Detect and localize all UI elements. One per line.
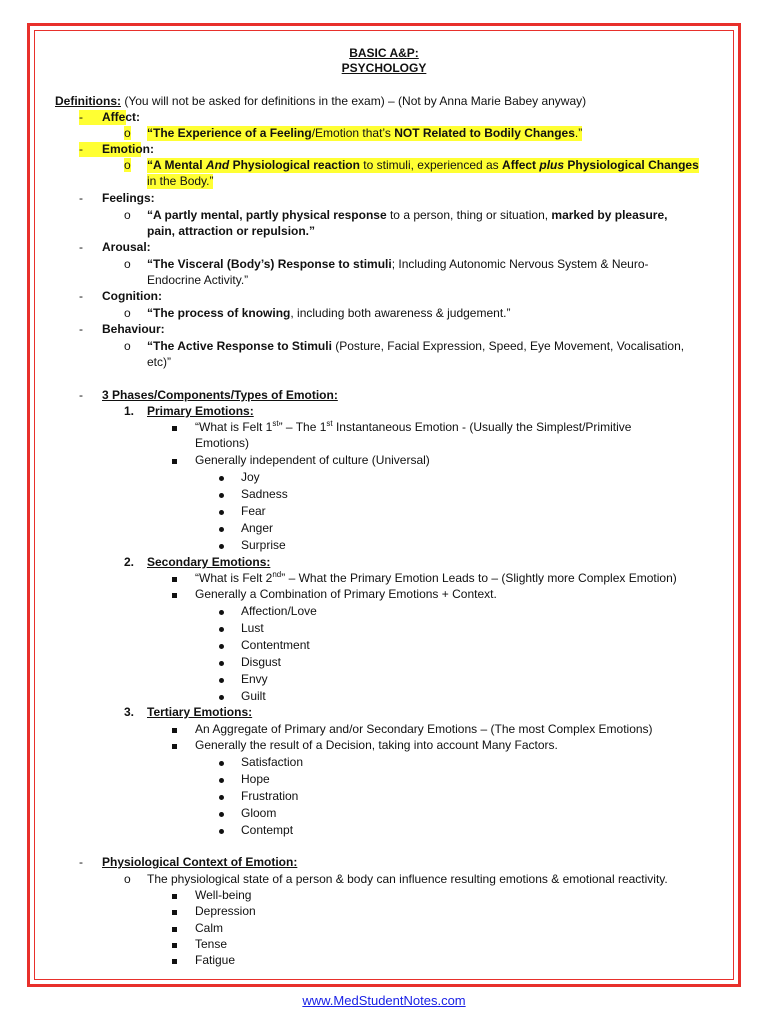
list-item: Contentment bbox=[241, 638, 310, 652]
secondary-point-1 bbox=[195, 571, 677, 586]
cognition-def-b: , including both awareness & judgement.” bbox=[290, 306, 511, 320]
dot-bullet bbox=[219, 621, 224, 636]
primary-p1a: “What is Felt 1 bbox=[195, 420, 273, 434]
dash-bullet: - bbox=[79, 322, 83, 336]
list-item: Sadness bbox=[241, 487, 288, 501]
circle-bullet: o bbox=[124, 158, 131, 172]
arousal-def-cont: Endocrine Activity.” bbox=[147, 273, 249, 287]
affect-def-c: NOT Related to Bodily Changes bbox=[394, 126, 575, 140]
primary-point-2: Generally independent of culture (Universal) bbox=[195, 453, 430, 467]
list-item: Frustration bbox=[241, 789, 299, 803]
dot-bullet bbox=[219, 689, 224, 704]
dot-bullet bbox=[219, 470, 224, 485]
emotion-def-g: Physiological Changes bbox=[564, 158, 699, 172]
dash-bullet: - bbox=[79, 289, 83, 303]
circle-bullet: o bbox=[124, 126, 131, 140]
physio-heading-line bbox=[79, 855, 298, 870]
emotion-def-cont: in the Body.” bbox=[147, 174, 214, 188]
behaviour-term: Behaviour: bbox=[102, 322, 165, 336]
dot-bullet bbox=[219, 604, 224, 619]
behaviour-def-cont: etc)” bbox=[147, 355, 171, 369]
list-item: Gloom bbox=[241, 806, 277, 820]
primary-num: 1. bbox=[124, 404, 135, 418]
cognition-term-line bbox=[79, 289, 162, 304]
emotion-def-b: And bbox=[205, 158, 230, 172]
arousal-def bbox=[147, 257, 649, 272]
affect-def-line bbox=[124, 126, 131, 141]
list-item: Envy bbox=[241, 672, 268, 686]
dot-bullet bbox=[219, 504, 224, 519]
dot-bullet bbox=[219, 806, 224, 821]
tertiary-point-2: Generally the result of a Decision, taking into account Many Factors. bbox=[195, 738, 558, 752]
list-item: Well-being bbox=[195, 888, 252, 902]
list-item: Affection/Love bbox=[241, 604, 317, 618]
feelings-def-c: marked by pleasure, bbox=[551, 208, 668, 222]
list-item: Hope bbox=[241, 772, 270, 786]
square-bullet bbox=[172, 722, 177, 737]
primary-p1c: Instantaneous Emotion - (Usually the Simplest/Primitive bbox=[332, 420, 632, 434]
secondary-num: 2. bbox=[124, 555, 135, 569]
secondary-title: Secondary Emotions: bbox=[147, 555, 271, 569]
square-bullet bbox=[172, 937, 177, 952]
primary-p1b: ” – The 1 bbox=[278, 420, 327, 434]
feelings-term: Feelings: bbox=[102, 191, 155, 205]
dot-bullet bbox=[219, 487, 224, 502]
dot-bullet bbox=[219, 789, 224, 804]
circle-bullet: o bbox=[124, 872, 131, 886]
list-item: Fear bbox=[241, 504, 266, 518]
secondary-point-2: Generally a Combination of Primary Emotions + Context. bbox=[195, 587, 497, 601]
dot-bullet bbox=[219, 521, 224, 536]
primary-p1sup2: st bbox=[326, 419, 333, 428]
dot-bullet bbox=[219, 823, 224, 838]
definitions-heading-line bbox=[55, 94, 586, 109]
list-item: Fatigue bbox=[195, 953, 236, 968]
square-bullet bbox=[172, 904, 177, 919]
list-item: Tense bbox=[195, 936, 228, 951]
list-item: Calm bbox=[195, 920, 224, 935]
behaviour-def-b: (Posture, Facial Expression, Speed, Eye Movement, Vocalisation, bbox=[331, 339, 685, 353]
square-bullet bbox=[172, 888, 177, 903]
emotion-def bbox=[147, 158, 699, 173]
square-bullet bbox=[172, 571, 177, 586]
dot-bullet bbox=[219, 772, 224, 787]
square-bullet bbox=[172, 921, 177, 936]
list-item: Guilt bbox=[241, 689, 266, 703]
tertiary-num: 3. bbox=[124, 705, 135, 719]
square-bullet bbox=[172, 420, 177, 435]
primary-point-1 bbox=[195, 420, 631, 435]
affect-term: Affect: bbox=[102, 110, 140, 124]
cognition-term: Cognition: bbox=[102, 289, 162, 303]
emotion-def-d: to stimuli, experienced as bbox=[359, 158, 503, 172]
primary-point-1-cont: Emotions) bbox=[195, 436, 250, 450]
dot-bullet bbox=[219, 638, 224, 653]
circle-bullet: o bbox=[124, 257, 131, 271]
circle-bullet: o bbox=[124, 306, 131, 320]
emotion-def-c: Physiological reaction bbox=[229, 158, 360, 172]
arousal-def-b: ; Including Autonomic Nervous System & Neuro- bbox=[391, 257, 649, 271]
affect-term-line bbox=[79, 110, 140, 125]
dot-bullet bbox=[219, 672, 224, 687]
footer-link[interactable]: www.MedStudentNotes.com bbox=[302, 993, 466, 1008]
secondary-p1b: ” – What the Primary Emotion Leads to – (Slightly more Complex Emotion) bbox=[281, 571, 677, 585]
feelings-def-a: “A partly mental, partly physical response bbox=[147, 208, 387, 222]
dash-bullet: - bbox=[79, 855, 83, 869]
doc-title-line2: PSYCHOLOGY bbox=[341, 61, 427, 75]
list-item: Satisfaction bbox=[241, 755, 304, 769]
feelings-def-b: to a person, thing or situation, bbox=[386, 208, 552, 222]
affect-def-b: /Emotion that’s bbox=[311, 126, 395, 140]
arousal-term: Arousal: bbox=[102, 240, 151, 254]
dash-bullet: - bbox=[79, 388, 83, 402]
feelings-def bbox=[147, 208, 667, 223]
circle-bullet: o bbox=[124, 339, 131, 353]
square-bullet bbox=[172, 953, 177, 968]
affect-def-a: “The Experience of a Feeling bbox=[147, 126, 312, 140]
dot-bullet bbox=[219, 655, 224, 670]
emotion-term: Emotion: bbox=[102, 142, 154, 156]
tertiary-title: Tertiary Emotions: bbox=[147, 705, 253, 719]
emotion-def-a: “A Mental bbox=[147, 158, 206, 172]
physio-desc: The physiological state of a person & body can influence resulting emotions & emotional reactivity. bbox=[147, 872, 668, 886]
phases-heading-line bbox=[79, 388, 338, 403]
emotion-def-f: plus bbox=[539, 158, 565, 172]
affect-def-d: .” bbox=[574, 126, 583, 140]
definitions-heading: Definitions: bbox=[55, 94, 121, 108]
dash-bullet: - bbox=[79, 142, 83, 156]
cognition-def bbox=[147, 306, 511, 321]
feelings-def-cont: pain, attraction or repulsion.” bbox=[147, 224, 316, 238]
affect-def bbox=[147, 126, 582, 141]
phases-heading: 3 Phases/Components/Types of Emotion: bbox=[102, 388, 338, 402]
feelings-term-line bbox=[79, 191, 155, 206]
list-item: Lust bbox=[241, 621, 264, 635]
dot-bullet bbox=[219, 538, 224, 553]
tertiary-point-1: An Aggregate of Primary and/or Secondary Emotions – (The most Complex Emotions) bbox=[195, 722, 653, 736]
physio-heading: Physiological Context of Emotion: bbox=[102, 855, 298, 869]
list-item: Joy bbox=[241, 470, 260, 484]
dash-bullet: - bbox=[79, 110, 83, 124]
secondary-p1sup: nd bbox=[272, 570, 282, 579]
behaviour-def bbox=[147, 339, 684, 354]
square-bullet bbox=[172, 587, 177, 602]
primary-title: Primary Emotions: bbox=[147, 404, 254, 418]
behaviour-def-a: “The Active Response to Stimuli bbox=[147, 339, 332, 353]
behaviour-term-line bbox=[79, 322, 165, 337]
list-item: Anger bbox=[241, 521, 274, 535]
square-bullet bbox=[172, 738, 177, 753]
emotion-term-line bbox=[79, 142, 154, 157]
arousal-def-a: “The Visceral (Body’s) Response to stimuli bbox=[147, 257, 392, 271]
secondary-p1a: “What is Felt 2 bbox=[195, 571, 273, 585]
emotion-def-e: Affect bbox=[502, 158, 540, 172]
square-bullet bbox=[172, 453, 177, 468]
definitions-note: (You will not be asked for definitions in the exam) – (Not by Anna Marie Babey anyway) bbox=[121, 94, 587, 108]
dash-bullet: - bbox=[79, 240, 83, 254]
list-item: Surprise bbox=[241, 538, 286, 552]
circle-bullet: o bbox=[124, 208, 131, 222]
dash-bullet: - bbox=[79, 191, 83, 205]
primary-p1sup: st bbox=[272, 419, 279, 428]
arousal-term-line bbox=[79, 240, 151, 255]
list-item: Disgust bbox=[241, 655, 282, 669]
cognition-def-a: “The process of knowing bbox=[147, 306, 291, 320]
dot-bullet bbox=[219, 755, 224, 770]
list-item: Contempt bbox=[241, 823, 294, 837]
doc-title-line1: BASIC A&P: bbox=[349, 46, 419, 60]
list-item: Depression bbox=[195, 904, 256, 919]
